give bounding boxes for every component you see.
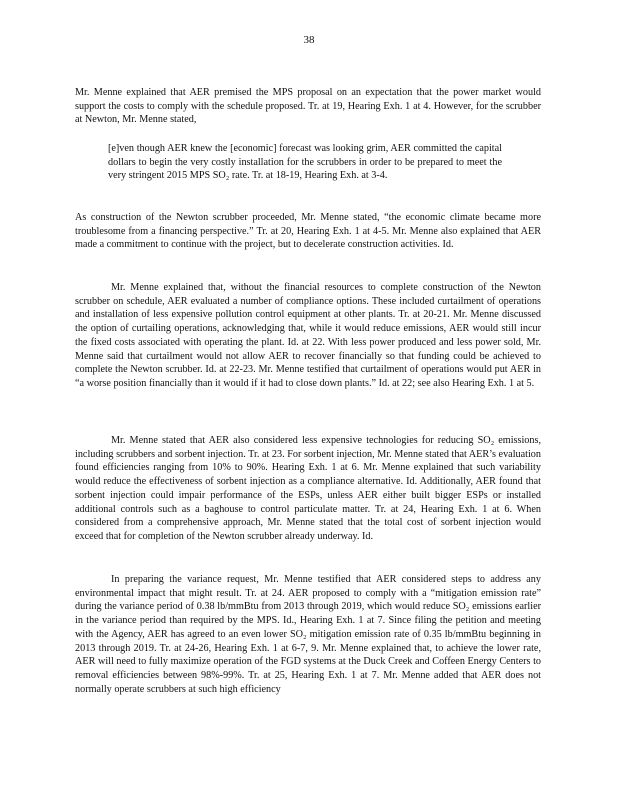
paragraph-sorbent-injection: Mr. Menne stated that AER also considered less expensive technologies for reducing SO₂ emissions, including scrubbers and sorbent injection. Tr. at 23. For sorbent injection, Mr. Menne stated that AER’s evaluation found efficiencies ranging from 10% to 90%. Hearing Exh. 1 at 6. Mr. Menne explained that such variability would reduce the effectiveness of sorbent injection as a compliance alternative. Id. Additionally, AER found that sorbent injection could impair performance of the ESPs, unless AER either built bigger ESPs or installed additional controls such as a baghouse to control particulate matter. Tr. at 24, Hearing Exh. 1 at 6. When considered from a comprehensive approach, Mr. Menne stated that the total cost of sorbent injection would exceed that for completion of the Newton scrubber already underway. Id. xyxy=(75,435,541,542)
paragraph-menne-mps-premise: Mr. Menne explained that AER premised the MPS proposal on an expectation that the power market would support the costs to comply with the schedule proposed. Tr. at 19, Hearing Exh. 1 at 4. However, for the scrubber at Newton, Mr. Menne stated, xyxy=(75,87,541,126)
paragraph-variance-mitigation: In preparing the variance request, Mr. Menne testified that AER considered steps to address any environmental impact that might result. Tr. at 24. AER proposed to comply with a “mitigation emission rate” during the variance period of 0.38 lb/mmBtu from 2013 through 2019, which would reduce SO₂ emissions earlier in the variance period than required by the MPS. Id., Hearing Exh. 1 at 7. Since filing the petition and meeting with the Agency, AER has agreed to an even lower SO₂ mitigation emission rate of 0.35 lb/mmBtu beginning in 2013 through 2019. Tr. at 24-26, Hearing Exh. 1 at 6-7, 9. Mr. Menne explained that, to achieve the lower rate, AER will need to fully maximize operation of the FGD systems at the Duck Creek and Coffeen Energy Centers to removal efficiencies between 98%-99%. Tr. at 25, Hearing Exh. 1 at 7. Mr. Menne added that AER does not normally operate scrubbers at such high efficiency xyxy=(75,574,541,695)
paragraph-economic-climate: As construction of the Newton scrubber proceeded, Mr. Menne stated, “the economic climate became more troublesome from a financing perspective.” Tr. at 20, Hearing Exh. 1 at 4-5. Mr. Menne also explained that AER made a commitment to continue with the project, but to decelerate construction activities. Id. xyxy=(75,212,541,251)
paragraph-compliance-options: Mr. Menne explained that, without the financial resources to complete construction of the Newton scrubber on schedule, AER evaluated a number of compliance options. These included curtailment of operations and installation of less expensive pollution control equipment at other plants. Tr. at 20-21. Mr. Menne discussed the option of curtailing operations, acknowledging that, while it would reduce emissions, AER would still incur the fixed costs associated with operating the plant. Id. at 22. With less power produced and less power sold, Mr. Menne said that curtailment would not allow AER to recover financially so that funding could be achieved to complete the Newton scrubber. Id. at 22-23. Mr. Menne testified that curtailment of operations would put AER in “a worse position financially than it would if it had to close down plants.” Id. at 22; see also Hearing Exh. 1 at 5. xyxy=(75,282,541,389)
page-number: 38 xyxy=(303,34,315,46)
block-quote-newton-scrubber: [e]ven though AER knew the [economic] forecast was looking grim, AER committed the capital dollars to begin the very costly installation for the scrubbers in order to be prepared to meet the very stringent 2015 MPS SO₂ rate. Tr. at 18-19, Hearing Exh. at 3-4. xyxy=(108,143,502,182)
